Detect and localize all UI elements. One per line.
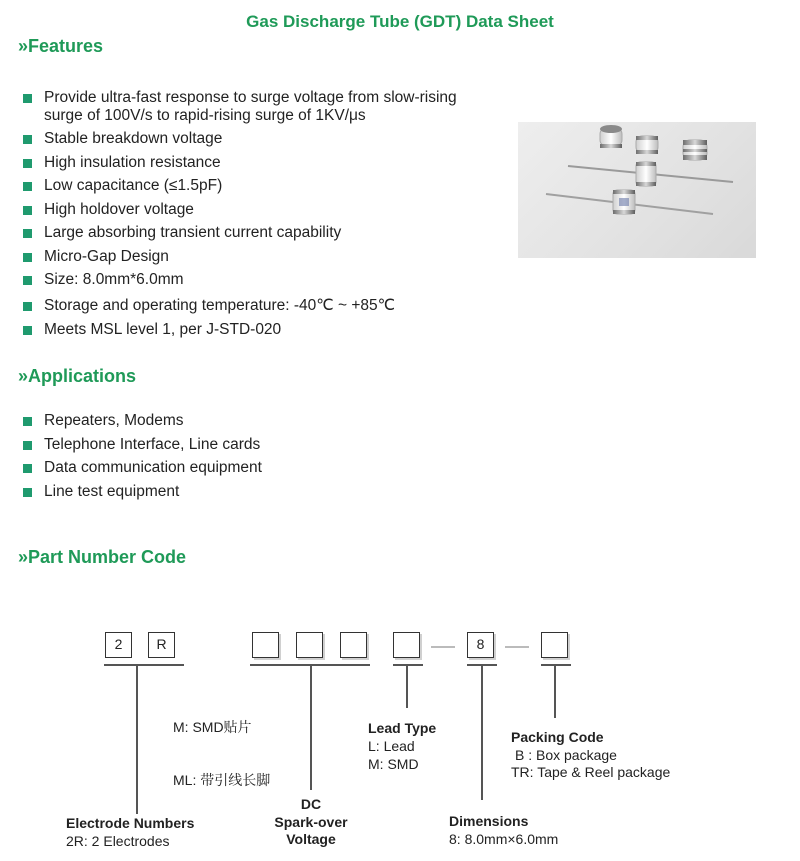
- feature-text: Low capacitance (≤1.5pF): [44, 177, 223, 194]
- list-item: [20, 177, 457, 201]
- square-bullet-icon: [23, 326, 32, 335]
- lead-type-m: M: SMD: [368, 756, 419, 772]
- list-item: [20, 297, 457, 321]
- square-bullet-icon: [23, 229, 32, 238]
- code-box-voltage-3: [340, 632, 367, 658]
- part-number-heading: »Part Number Code: [18, 547, 187, 567]
- packing-b: B : Box package: [515, 747, 617, 763]
- dc-label-line3: Voltage: [286, 831, 336, 847]
- square-bullet-icon: [23, 159, 32, 168]
- separator-dash: [431, 646, 455, 648]
- feature-text: Stable breakdown voltage: [44, 130, 223, 147]
- code-box-dimensions: 8: [467, 632, 494, 658]
- list-item: [20, 130, 457, 154]
- applications-list: [20, 412, 262, 506]
- lead-type-connector: [406, 664, 408, 708]
- square-bullet-icon: [23, 182, 32, 191]
- part-number-diagram: [0, 600, 800, 861]
- code-box-electrode-2: R: [148, 632, 175, 658]
- feature-text: Large absorbing transient current capability: [44, 224, 342, 241]
- application-text: Repeaters, Modems: [44, 412, 184, 429]
- gdt-components-illustration: [518, 122, 756, 258]
- application-text: Data communication equipment: [44, 459, 262, 476]
- feature-text: Storage and operating temperature: -40℃ ~ +85℃: [44, 297, 396, 314]
- feature-text: Size: 8.0mm*6.0mm: [44, 271, 184, 288]
- application-text: Telephone Interface, Line cards: [44, 435, 261, 453]
- feature-text: Meets MSL level 1, per J-STD-020: [44, 320, 282, 338]
- feature-text: High insulation resistance: [44, 153, 221, 171]
- square-bullet-icon: [23, 253, 32, 262]
- electrode-title: Electrode Numbers: [66, 815, 195, 831]
- dimensions-title: Dimensions: [449, 813, 529, 829]
- square-bullet-icon: [23, 135, 32, 144]
- square-bullet-icon: [23, 441, 32, 450]
- lead-type-l: L: Lead: [368, 738, 415, 754]
- square-bullet-icon: [23, 276, 32, 285]
- dimensions-connector: [481, 664, 483, 800]
- dc-label-line1: DC: [300, 796, 322, 812]
- list-item: [20, 154, 457, 178]
- feature-text: Micro-Gap Design: [44, 247, 169, 265]
- list-item: [20, 248, 457, 272]
- list-item: [20, 412, 262, 436]
- electrode-value: 2R: 2 Electrodes: [66, 833, 170, 849]
- dimensions-value: 8: 8.0mm×6.0mm: [449, 831, 559, 847]
- code-box-electrode-1: 2: [105, 632, 132, 658]
- product-photo: [518, 122, 756, 258]
- application-text: Line test equipment: [44, 482, 180, 500]
- feature-text-line1: Provide ultra-fast response to surge voltage from slow-rising: [44, 89, 457, 106]
- lead-type-bracket: [393, 664, 423, 666]
- applications-heading: »Applications: [18, 366, 137, 386]
- electrode-bracket: [104, 664, 184, 666]
- feature-text: High holdover voltage: [44, 200, 194, 218]
- list-item: [20, 483, 262, 507]
- mount-lead-label: ML: 带引线长脚: [173, 772, 271, 788]
- list-item: [20, 201, 457, 225]
- list-item: [20, 271, 457, 297]
- code-box-lead-type: [393, 632, 420, 658]
- features-heading: »Features: [18, 36, 104, 56]
- square-bullet-icon: [23, 464, 32, 473]
- code-box-voltage-1: [252, 632, 279, 658]
- code-box-packing: [541, 632, 568, 658]
- list-item: [20, 459, 262, 483]
- list-item: [20, 89, 457, 130]
- dc-label-line2: Spark-over: [274, 814, 348, 830]
- list-item: [20, 224, 457, 248]
- square-bullet-icon: [23, 302, 32, 311]
- lead-type-title: Lead Type: [368, 720, 437, 736]
- list-item: [20, 436, 262, 460]
- page-title: Gas Discharge Tube (GDT) Data Sheet: [246, 12, 554, 31]
- square-bullet-icon: [23, 94, 32, 103]
- packing-connector: [554, 664, 556, 718]
- voltage-connector: [310, 664, 312, 790]
- mount-smd-label: M: SMD贴片: [173, 719, 252, 735]
- list-item: [20, 321, 457, 345]
- square-bullet-icon: [23, 488, 32, 497]
- code-box-voltage-2: [296, 632, 323, 658]
- electrode-connector: [136, 664, 138, 814]
- features-list: [20, 89, 457, 344]
- packing-title: Packing Code: [511, 729, 604, 745]
- packing-bracket: [541, 664, 571, 666]
- square-bullet-icon: [23, 417, 32, 426]
- square-bullet-icon: [23, 206, 32, 215]
- feature-text-line2: surge of 100V/s to rapid-rising surge of 1KV/μs: [44, 107, 366, 124]
- separator-dash: [505, 646, 529, 648]
- packing-tr: TR: Tape & Reel package: [511, 764, 671, 780]
